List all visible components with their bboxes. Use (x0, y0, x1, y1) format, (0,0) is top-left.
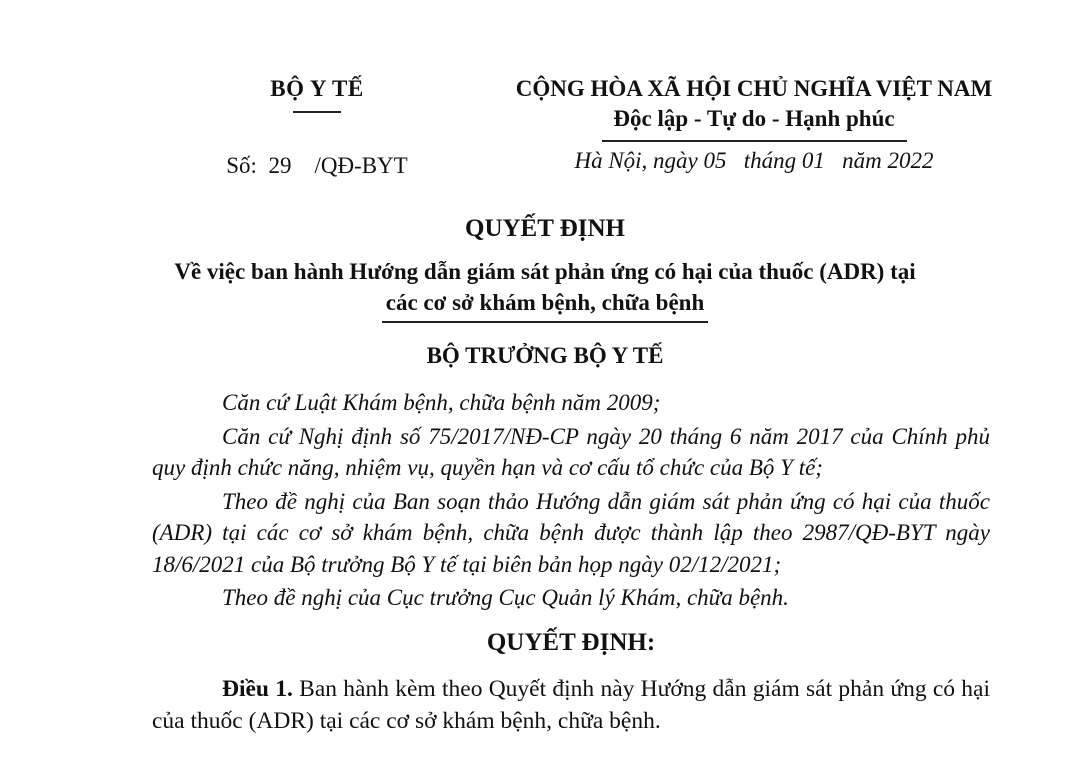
document-body (152, 387, 990, 737)
document-heading: QUYẾT ĐỊNH (465, 215, 625, 242)
issuing-agency-name: BỘ Y TẾ (270, 76, 364, 101)
agency-divider-line (293, 111, 341, 113)
issuing-agency-block (152, 76, 482, 179)
national-title: CỘNG HÒA XÃ HỘI CHỦ NGHĨA VIỆT NAM (515, 76, 993, 101)
article-1-label: Điều 1. (222, 675, 293, 702)
recital-paragraph-1: Căn cứ Luật Khám bệnh, chữa bệnh năm 2009; (222, 390, 661, 415)
document-number: Số: 29 /QĐ-BYT (226, 153, 408, 178)
decision-heading: QUYẾT ĐỊNH: (486, 628, 656, 656)
recital-paragraph-4: Theo đề nghị của Cục trưởng Cục Quản lý Khám, chữa bệnh. (222, 585, 789, 610)
recital-paragraph-2: Căn cứ Nghị định số 75/2017/NĐ-CP ngày 20 tháng 6 năm 2017 của Chính phủ quy định chức năng, nhiệm vụ, quyền hạn và cơ cấu tổ chức của Bộ Y tế; (152, 423, 990, 480)
article-1-paragraph (152, 673, 990, 737)
document-header (0, 76, 1090, 179)
document-subject (0, 256, 1090, 323)
subject-line-1: Về việc ban hành Hướng dẫn giám sát phản ứng có hại của thuốc (ADR) tại (174, 259, 916, 284)
issuing-authority-title: BỘ TRƯỞNG BỘ Y TẾ (426, 343, 664, 368)
motto-divider-line (602, 140, 907, 142)
article-1-text: Ban hành kèm theo Quyết định này Hướng dẫn giám sát phản ứng có hại của thuốc (ADR) tại các cơ sở khám bệnh, chữa bệnh. (152, 675, 991, 734)
title-block (0, 215, 1090, 323)
recital-paragraph-3: Theo đề nghị của Ban soạn thảo Hướng dẫn giám sát phản ứng có hại của thuốc (ADR) tại các cơ sở khám bệnh, chữa bệnh được thành lập theo 2987/QĐ-BYT ngày 18/6/2021 của Bộ trưởng Bộ Y tế tại biên bản họp ngày 02/12/2021; (152, 488, 990, 577)
national-motto: Độc lập - Tự do - Hạnh phúc (613, 106, 895, 131)
subject-line-2-underlined: các cơ sở khám bệnh, chữa bệnh (382, 287, 709, 323)
national-header-block (482, 76, 1026, 174)
place-and-date: Hà Nội, ngày 05 tháng 01 năm 2022 (574, 148, 934, 173)
